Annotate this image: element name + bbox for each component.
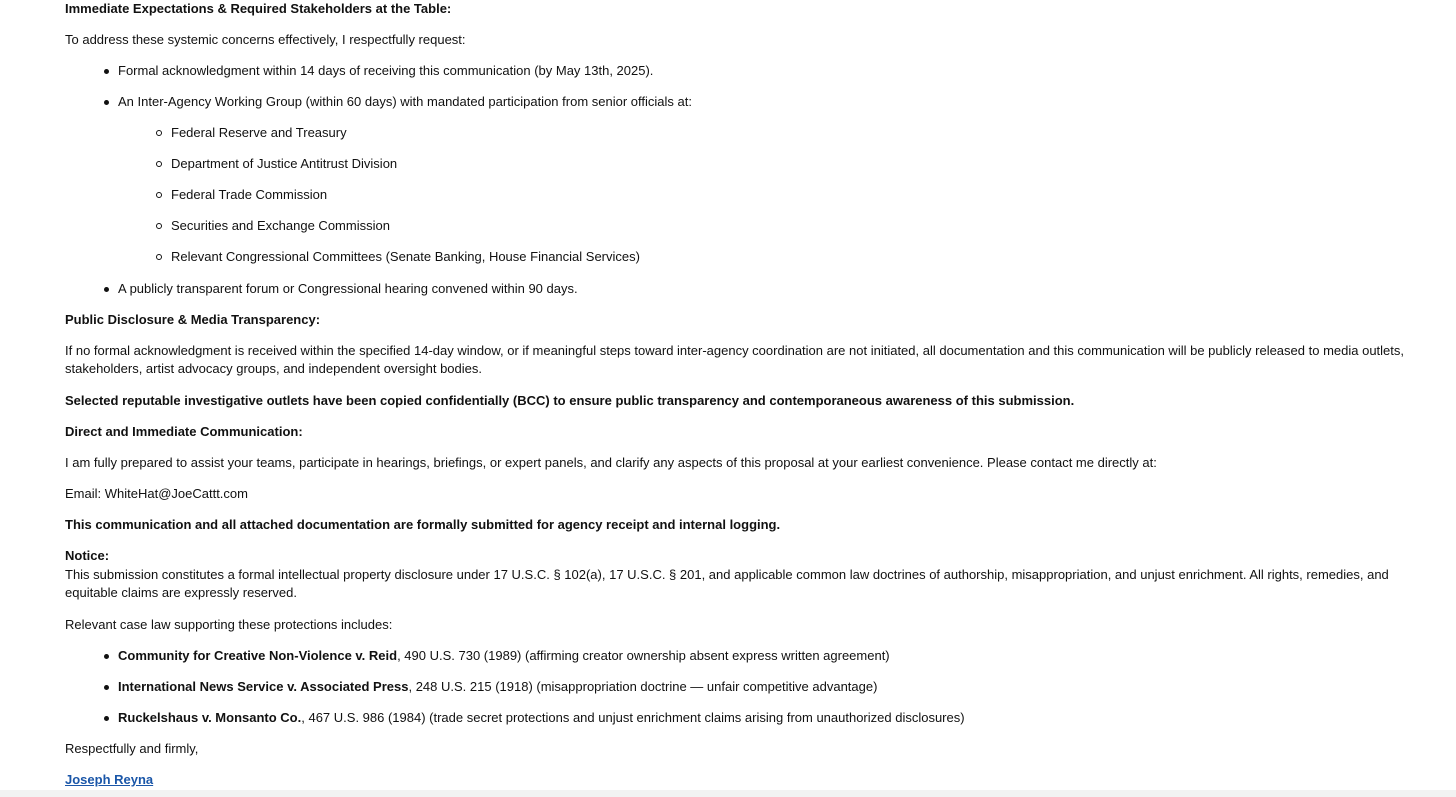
case-item (118, 709, 965, 727)
heading-disclosure: Public Disclosure & Media Transparency: (65, 312, 321, 327)
request-item-working-group: An Inter-Agency Working Group (within 60 days) with mandated participation from senior officials at: (118, 94, 692, 109)
case-name: Community for Creative Non-Violence v. Reid (118, 648, 398, 663)
case-name: Ruckelshaus v. Monsanto Co. (118, 710, 302, 725)
disclosure-paragraph: If no formal acknowledgment is received within the specified 14-day window, or if meaningful steps toward inter-agency coordination are not initiated, all documentation and this communication will be publicly released to media outlets, stakeholders, artist advocacy groups, and independent oversight bodies. (65, 343, 1404, 376)
case-citation: , 490 U.S. 730 (1989) (affirming creator ownership absent express written agreement) (397, 648, 890, 663)
request-item-acknowledgment: Formal acknowledgment within 14 days of receiving this communication (by May 13th, 2025). (118, 63, 654, 78)
heading-communication: Direct and Immediate Communication: (65, 424, 303, 439)
official-item-fed-treasury: Federal Reserve and Treasury (171, 125, 347, 140)
notice-paragraph: This submission constitutes a formal intellectual property disclosure under 17 U.S.C. § 102(a), 17 U.S.C. § 201, and applicable common law doctrines of authorship, misappropriation, and unjust enrichment. All rights, remedies, and equitable claims are expressly reserved. (65, 567, 1389, 600)
intro-request: To address these systemic concerns effectively, I respectfully request: (65, 32, 466, 47)
official-item-ftc: Federal Trade Commission (171, 187, 328, 202)
notice-label: Notice: (65, 548, 110, 563)
submission-statement: This communication and all attached documentation are formally submitted for agency receipt and internal logging. (65, 517, 781, 532)
page-bottom-divider (0, 790, 1456, 797)
case-name: International News Service v. Associated Press (118, 679, 409, 694)
case-citation: , 248 U.S. 215 (1918) (misappropriation doctrine — unfair competitive advantage) (408, 679, 878, 694)
heading-expectations: Immediate Expectations & Required Stakeholders at the Table: (65, 1, 452, 16)
official-item-sec: Securities and Exchange Commission (171, 218, 390, 233)
case-law-intro: Relevant case law supporting these protections includes: (65, 617, 393, 632)
signature-link[interactable]: Joseph Reyna (65, 772, 154, 787)
official-item-congress: Relevant Congressional Committees (Senate Banking, House Financial Services) (171, 249, 640, 264)
bcc-statement: Selected reputable investigative outlets have been copied confidentially (BCC) to ensure public transparency and contemporaneous awareness of this submission. (65, 393, 1075, 408)
email-line: Email: WhiteHat@JoeCattt.com (65, 486, 248, 501)
official-item-doj: Department of Justice Antitrust Division (171, 156, 398, 171)
assist-paragraph: I am fully prepared to assist your teams, participate in hearings, briefings, or expert panels, and clarify any aspects of this proposal at your earliest convenience. Please contact me directly at: (65, 455, 1157, 470)
case-item (118, 647, 890, 665)
closing-line: Respectfully and firmly, (65, 741, 199, 756)
case-item (118, 678, 877, 696)
request-item-forum: A publicly transparent forum or Congressional hearing convened within 90 days. (118, 281, 578, 296)
case-citation: , 467 U.S. 986 (1984) (trade secret protections and unjust enrichment claims arising from unauthorized disclosures) (301, 710, 965, 725)
